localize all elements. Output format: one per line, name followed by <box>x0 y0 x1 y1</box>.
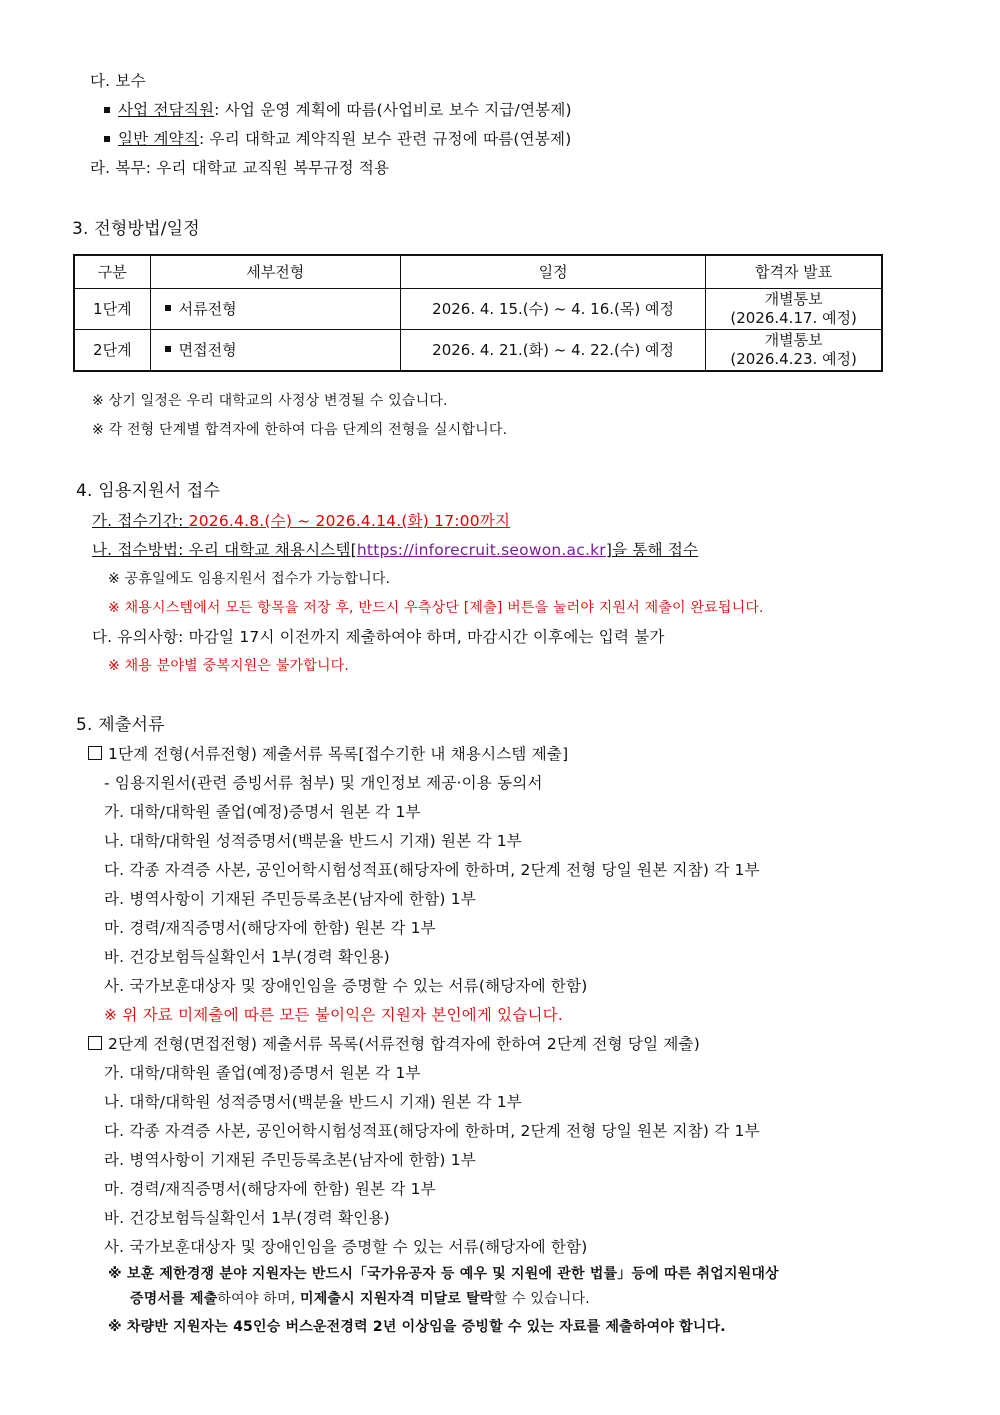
stage2-title: 2단계 전형(면접전형) 제출서류 목록(서류전형 합격자에 한하여 2단계 전형 당일 제출) <box>108 1035 700 1053</box>
type-label: 서류전형 <box>178 299 237 318</box>
list-item: 가. 대학/대학원 졸업(예정)증명서 원본 각 1부 <box>104 803 421 821</box>
submit-note: ※ 채용시스템에서 모든 항목을 저장 후, 반드시 우측상단 [제출] 버튼을 눌러야 지원서 제출이 완료됩니다. <box>108 600 764 616</box>
stage-cell: 1단계 <box>74 289 150 330</box>
holiday-note: ※ 공휴일에도 임용지원서 접수가 가능합니다. <box>108 571 391 587</box>
bullet-icon <box>165 346 171 352</box>
bullet-icon <box>165 305 171 311</box>
schedule-note: ※ 각 전형 단계별 합격자에 한하여 다음 단계의 전형을 실시합니다. <box>92 422 508 438</box>
veteran-note-part: 할 수 있습니다. <box>493 1291 590 1307</box>
veteran-note-part: 증명서를 제출 <box>130 1291 218 1307</box>
announce-cell <box>706 289 882 330</box>
driver-note: ※ 차량반 지원자는 45인승 버스운전경력 2년 이상임을 증빙할 수 있는 자료를 제출하여야 합니다. <box>108 1319 726 1335</box>
remuneration-desc: : 우리 대학교 계약직원 보수 관련 규정에 따름(연봉제) <box>199 130 572 148</box>
stage1-warning: ※ 위 자료 미제출에 따른 모든 불이익은 지원자 본인에게 있습니다. <box>104 1006 563 1024</box>
veteran-note-part: 하여야 하며, <box>217 1291 300 1307</box>
remuneration-desc: : 사업 운영 계획에 따름(사업비로 보수 지급/연봉제) <box>214 101 572 119</box>
type-cell <box>150 289 400 330</box>
period-value: 2026.4.8.(수) ~ 2026.4.14.(화) 17:00까지 <box>188 512 511 530</box>
type-cell <box>150 330 400 372</box>
column-header: 합격자 발표 <box>706 255 882 289</box>
list-item: 라. 병역사항이 기재된 주민등록초본(남자에 한함) 1부 <box>104 1151 476 1169</box>
section3-title: 3. 전형방법/일정 <box>72 219 200 239</box>
section4-title: 4. 임용지원서 접수 <box>76 481 221 501</box>
list-item: 다. 각종 자격증 사본, 공인어학시험성적표(해당자에 한하며, 2단계 전형 당일 원본 지참) 각 1부 <box>104 861 760 879</box>
column-header: 구분 <box>74 255 150 289</box>
schedule-cell: 2026. 4. 15.(수) ~ 4. 16.(목) 예정 <box>400 289 705 330</box>
schedule-table <box>73 254 883 372</box>
section5-title: 5. 제출서류 <box>76 715 165 735</box>
veteran-note: ※ 보훈 제한경쟁 분야 지원자는 반드시「국가유공자 등 예우 및 지원에 관한 법률」등에 따른 취업지원대상 <box>108 1266 779 1282</box>
duplicate-note: ※ 채용 분야별 중복지원은 불가합니다. <box>108 658 350 674</box>
stage-cell: 2단계 <box>74 330 150 372</box>
stage2-heading <box>88 1033 700 1055</box>
list-item: 마. 경력/재직증명서(해당자에 한함) 원본 각 1부 <box>104 1180 436 1198</box>
list-item: 바. 건강보험득실확인서 1부(경력 확인용) <box>104 1209 390 1227</box>
checkbox-square-icon <box>88 746 102 760</box>
caution: 다. 유의사항: 마감일 17시 이전까지 제출하여야 하며, 마감시간 이후에는 입력 불가 <box>92 628 665 646</box>
list-item: 라. 병역사항이 기재된 주민등록초본(남자에 한함) 1부 <box>104 890 476 908</box>
checkbox-square-icon <box>88 1036 102 1050</box>
announce-method: 개별통보 <box>764 331 823 349</box>
table-header-row <box>74 255 882 289</box>
announce-cell <box>706 330 882 372</box>
table-row <box>74 289 882 330</box>
list-item: 바. 건강보험득실확인서 1부(경력 확인용) <box>104 948 390 966</box>
remuneration-item <box>104 128 571 150</box>
method-suffix: ]을 통해 접수 <box>605 541 699 559</box>
application-period <box>92 510 510 532</box>
list-item: 마. 경력/재직증명서(해당자에 한함) 원본 각 1부 <box>104 919 436 937</box>
list-item: 사. 국가보훈대상자 및 장애인임을 증명할 수 있는 서류(해당자에 한함) <box>104 1238 588 1256</box>
column-header: 일정 <box>400 255 705 289</box>
veteran-note-part: 미제출시 지원자격 미달로 탈락 <box>300 1291 494 1307</box>
recruit-link[interactable]: https://inforecruit.seowon.ac.kr <box>356 541 606 559</box>
column-header: 세부전형 <box>150 255 400 289</box>
list-item: 가. 대학/대학원 졸업(예정)증명서 원본 각 1부 <box>104 1064 421 1082</box>
list-item: 나. 대학/대학원 성적증명서(백분율 반드시 기재) 원본 각 1부 <box>104 832 522 850</box>
method-label: 나. 접수방법: 우리 대학교 채용시스템[ <box>92 541 357 559</box>
table-row <box>74 330 882 372</box>
announce-date: (2026.4.17. 예정) <box>730 309 857 327</box>
announce-date: (2026.4.23. 예정) <box>730 350 857 368</box>
application-method <box>92 539 698 561</box>
bullet-icon <box>104 136 110 142</box>
announce-method: 개별통보 <box>764 290 823 308</box>
remuneration-term: 일반 계약직 <box>118 130 199 148</box>
list-item: 사. 국가보훈대상자 및 장애인임을 증명할 수 있는 서류(해당자에 한함) <box>104 977 588 995</box>
stage1-intro: - 임용지원서(관련 증빙서류 첨부) 및 개인정보 제공·이용 동의서 <box>104 774 543 792</box>
list-item: 다. 각종 자격증 사본, 공인어학시험성적표(해당자에 한하며, 2단계 전형 당일 원본 지참) 각 1부 <box>104 1122 760 1140</box>
stage1-heading <box>88 743 568 765</box>
schedule-note: ※ 상기 일정은 우리 대학교의 사정상 변경될 수 있습니다. <box>92 393 448 409</box>
remuneration-heading: 다. 보수 <box>90 72 146 90</box>
veteran-note-cont <box>130 1288 590 1310</box>
list-item: 나. 대학/대학원 성적증명서(백분율 반드시 기재) 원본 각 1부 <box>104 1093 522 1111</box>
type-label: 면접전형 <box>178 340 237 359</box>
stage1-title: 1단계 전형(서류전형) 제출서류 목록[접수기한 내 채용시스템 제출] <box>108 745 569 763</box>
remuneration-term: 사업 전담직원 <box>118 101 215 119</box>
period-label: 가. 접수기간: <box>92 512 189 530</box>
bullet-icon <box>104 107 110 113</box>
service-rule: 라. 복무: 우리 대학교 교직원 복무규정 적용 <box>90 159 390 177</box>
schedule-cell: 2026. 4. 21.(화) ~ 4. 22.(수) 예정 <box>400 330 705 372</box>
remuneration-item <box>104 99 572 121</box>
